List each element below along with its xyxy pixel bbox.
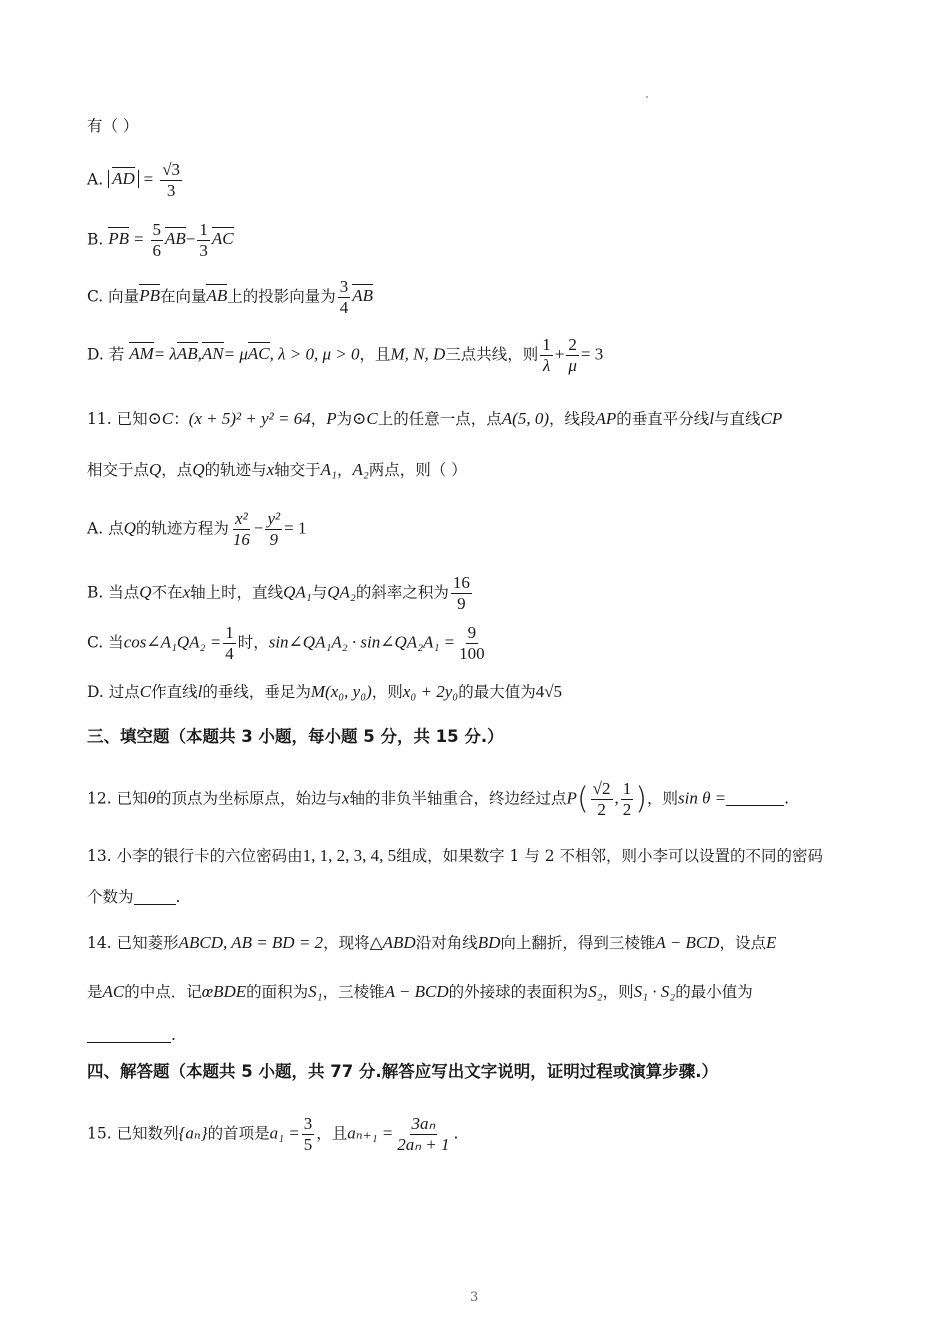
option-label: A. <box>87 170 104 189</box>
answer-blank[interactable] <box>87 1028 171 1043</box>
q11-option-c: C. 当cos∠A₁QA₂ = $\frac{1}{4}$ 时，sin∠QA₁A₂ · sin∠QA₂A₁ = $\frac{9}{100}$ <box>87 623 485 663</box>
q10-option-a <box>87 161 184 200</box>
q11-option-d: D. 过点C作直线l的垂线，垂足为M(x₀, y₀)，则x₀ + 2y₀的最大值为4√5 <box>87 682 563 701</box>
section-heading-solution: 四、解答题（本题共 5 小题，共 77 分.解答应写出文字说明，证明过程或演算步骤.） <box>87 1062 718 1081</box>
fraction: $\frac{1}{3}$ <box>199 220 208 260</box>
q15: 15. 已知数列{aₙ}的首项是a₁ = $\frac{3}{5}$ ，且aₙ₊₁ = $\frac{\text{3aₙ}}{\text{2aₙ + 1}}$ . <box>87 1114 459 1154</box>
vector-ac: AC <box>211 229 234 249</box>
fraction: $\frac{√3}{3}$ <box>162 160 181 200</box>
q10-option-c: C. 向量PB在向量AB上的投影向量为 $\frac{3}{4}$ AB <box>87 277 374 317</box>
vector-pb: PB <box>108 229 130 249</box>
section-heading-fill-blank: 三、填空题（本题共 3 小题，每小题 5 分，共 15 分.） <box>87 727 504 746</box>
q11-stem-line1: 11. 已知⊙C：(x + 5)² + y² = 64，P为⊙C上的任意一点，点A(5, 0)，线段AP的垂直平分线l与直线CP <box>87 409 783 428</box>
comma: , <box>614 788 619 808</box>
fraction: $\frac{1}{4}$ <box>225 623 234 663</box>
q11-stem-line2: 相交于点Q，点Q的轨迹与x轴交于A₁，A₂两点，则（ ） <box>87 460 467 479</box>
fraction: $\frac{√2}{2}$ <box>592 779 611 819</box>
fraction: $\frac{\text{3aₙ}}{\text{2aₙ + 1}}$ <box>397 1114 450 1154</box>
q10-option-d: D. 若 AM= λAB,AN= μAC, λ > 0, μ > 0，且M, N, D三点共线，则 $\frac{1}{\lambda}$ + $\frac{2}{\mu}$ = 3 <box>87 335 604 375</box>
q11-option-a: A. 点Q的轨迹方程为 $\frac{\text{x²}}{16}$ − $\frac{\text{y²}}{9}$ = 1 <box>87 509 307 549</box>
fraction: $\frac{16}{9}$ <box>452 573 470 613</box>
left-paren: ( <box>576 781 589 817</box>
answer-blank[interactable] <box>726 791 784 806</box>
fraction: $\frac{5}{6}$ <box>152 220 162 260</box>
fraction: $\frac{\text{x²}}{16}$ <box>232 509 250 549</box>
fraction: $\frac{3}{4}$ <box>339 277 349 317</box>
q10-option-b: B. PB = $\frac{5}{6}$ AB− $\frac{1}{3}$ AC <box>87 220 234 260</box>
q10-tail-text: 有（ ） <box>87 117 139 135</box>
fraction: $\frac{2}{\mu}$ <box>568 335 577 375</box>
q10-tail <box>87 119 138 135</box>
q13-line2: 个数为 . <box>87 888 181 906</box>
page-number: 3 <box>470 1290 479 1305</box>
q13-line1: 13. 小李的银行卡的六位密码由1, 1, 2, 3, 4, 5组成，如果数字 1 与 2 不相邻，则小李可以设置的不同的密码 <box>87 846 824 865</box>
q12: 12. 已知θ的顶点为坐标原点，始边与x轴的非负半轴重合，终边经过点P( $\frac{√2}{2}$ , $\frac{1}{2}$ )，则sin θ = . <box>87 779 790 819</box>
fraction: $\frac{\text{y²}}{9}$ <box>267 509 281 549</box>
answer-blank[interactable] <box>134 890 176 905</box>
option-label: B. <box>87 230 104 249</box>
right-paren: ) <box>635 781 647 817</box>
q14-line1: 14. 已知菱形ABCD, AB = BD = 2，现将△ABD沿对角线BD向上翻折，得到三棱锥A − BCD，设点E <box>87 933 777 952</box>
fraction: $\frac{9}{100}$ <box>459 623 485 663</box>
q14-line3: . <box>87 1028 176 1044</box>
vector-ab: AB <box>165 229 186 249</box>
q11-option-b: B. 当点Q不在x轴上时，直线QA₁与QA₂的斜率之积为 $\frac{16}{9}$ <box>87 573 470 613</box>
fraction: $\frac{1}{\lambda}$ <box>542 335 551 375</box>
q14-line2: 是AC的中点．记œBDE的面积为S₁，三棱锥A − BCD的外接球的表面积为S₂，则S₁ · S₂的最小值为 <box>87 982 753 1001</box>
equals: = <box>143 169 154 189</box>
vector-ad: AD <box>112 169 135 189</box>
fraction: $\frac{1}{2}$ <box>622 779 632 819</box>
fraction: $\frac{3}{5}$ <box>303 1114 313 1154</box>
scan-dot <box>646 96 648 98</box>
